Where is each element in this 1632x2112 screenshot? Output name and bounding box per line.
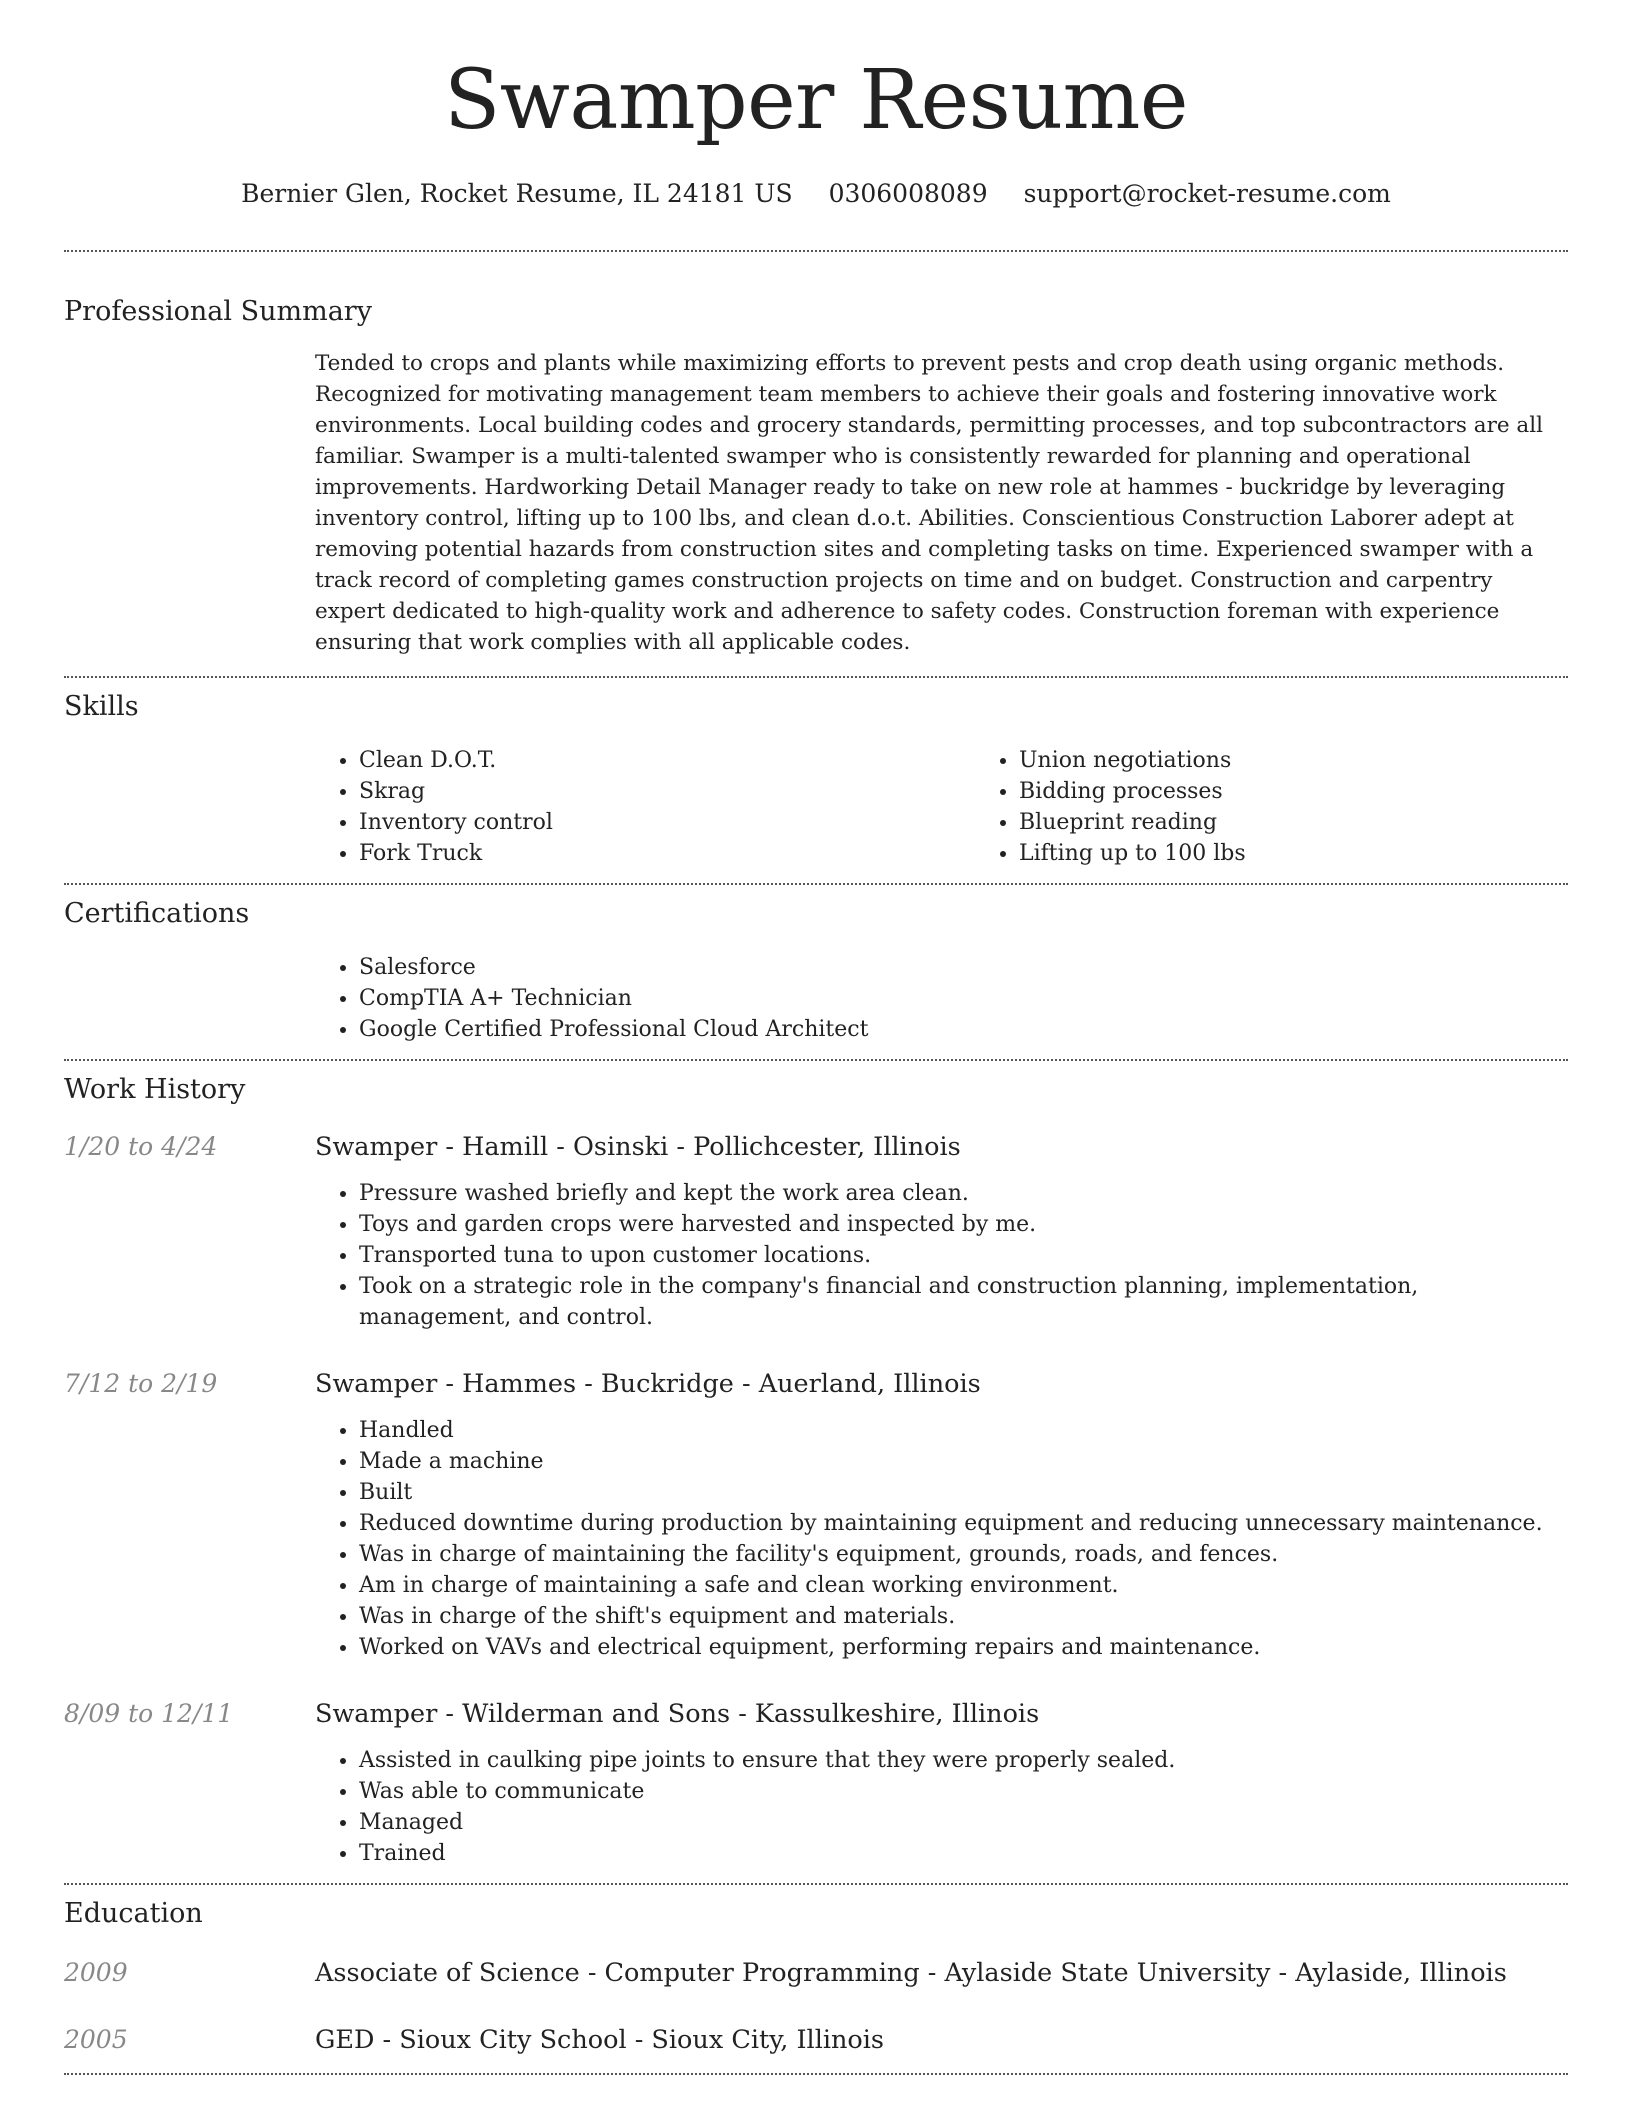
skill-item: • Clean D.O.T. xyxy=(359,745,975,776)
job-bullet: • Handled xyxy=(359,1415,1568,1446)
job-bullets xyxy=(315,1415,1568,1663)
job-dates: 1/20 to 4/24 xyxy=(64,1132,218,1161)
skill-item: • Lifting up to 100 lbs xyxy=(1019,838,1632,869)
education-year: 2005 xyxy=(64,2025,128,2054)
job-bullet: • Managed xyxy=(359,1807,1568,1838)
summary-text: Tended to crops and plants while maximizing efforts to prevent pests and crop death using organic methods. Recognized for motivating management team members to achieve their goals and fostering innovative work environments. Local building codes and grocery standards, permitting processes, and top subcontractors are all familiar. Swamper is a multi-talented swamper who is consistently rewarded for planning and operational improvements. Hardworking Detail Manager ready to take on new role at hammes - buckridge by leveraging inventory control, lifting up to 100 lbs, and clean d.o.t. Abilities. Conscientious Construction Laborer adept at removing potential hazards from construction sites and completing tasks on time. Experienced swamper with a track record of completing games construction projects on time and on budget. Construction and carpentry expert dedicated to high-quality work and adherence to safety codes. Construction foreman with experience ensuring that work complies with all applicable codes. xyxy=(315,351,1543,655)
certification-item: • Salesforce xyxy=(359,952,1568,983)
education-year: 2009 xyxy=(64,1958,128,1987)
job-bullet: • Was in charge of the shift's equipment and materials. xyxy=(359,1601,1568,1632)
education-section xyxy=(64,1885,1568,2073)
job-bullet: • Reduced downtime during production by maintaining equipment and reducing unnecessary maintenance. xyxy=(359,1508,1568,1539)
skill-item: • Blueprint reading xyxy=(1019,807,1632,838)
job-bullet: • Transported tuna to upon customer locations. xyxy=(359,1240,1568,1271)
education-entry xyxy=(64,1956,1568,1990)
skills-section xyxy=(64,678,1568,883)
work-history-section xyxy=(64,1061,1568,1883)
certification-item: • CompTIA A+ Technician xyxy=(359,983,1568,1014)
job-title: Swamper - Wilderman and Sons - Kassulkeshire, Illinois xyxy=(315,1699,1040,1729)
job-bullet: • Built xyxy=(359,1477,1568,1508)
skill-item: • Bidding processes xyxy=(1019,776,1632,807)
job-entry xyxy=(64,1367,1568,1663)
job-bullet: • Toys and garden crops were harvested and inspected by me. xyxy=(359,1209,1568,1240)
skill-item: • Skrag xyxy=(359,776,975,807)
job-bullet: • Was able to communicate xyxy=(359,1776,1568,1807)
job-bullets xyxy=(315,1745,1568,1869)
job-dates: 8/09 to 12/11 xyxy=(64,1699,234,1728)
work-history-heading: Work History xyxy=(64,1074,246,1105)
summary-heading: Professional Summary xyxy=(64,296,372,327)
divider xyxy=(64,2073,1568,2075)
certifications-list xyxy=(315,952,1568,1045)
job-bullet: • Was in charge of maintaining the facility's equipment, grounds, roads, and fences. xyxy=(359,1539,1568,1570)
job-bullet: • Assisted in caulking pipe joints to ensure that they were properly sealed. xyxy=(359,1745,1568,1776)
job-title: Swamper - Hamill - Osinski - Pollichcester, Illinois xyxy=(315,1132,961,1162)
contact-email: support@rocket-resume.com xyxy=(1023,179,1391,208)
skills-list-right xyxy=(975,745,1632,869)
resume-title: Swamper Resume xyxy=(444,53,1188,148)
job-bullet: • Trained xyxy=(359,1838,1568,1869)
job-title: Swamper - Hammes - Buckridge - Auerland, Illinois xyxy=(315,1369,981,1399)
education-heading: Education xyxy=(64,1898,203,1929)
contact-line xyxy=(64,178,1568,210)
contact-address: Bernier Glen, Rocket Resume, IL 24181 US xyxy=(241,179,793,208)
job-bullet: • Pressure washed briefly and kept the work area clean. xyxy=(359,1178,1568,1209)
education-title: GED - Sioux City School - Sioux City, Illinois xyxy=(315,2025,885,2055)
skill-item: • Fork Truck xyxy=(359,838,975,869)
job-entry xyxy=(64,1697,1568,1869)
education-title: Associate of Science - Computer Programming - Aylaside State University - Aylaside, Illinois xyxy=(315,1958,1507,1988)
skills-heading: Skills xyxy=(64,691,139,722)
certifications-section xyxy=(64,885,1568,1059)
job-bullet: • Am in charge of maintaining a safe and clean working environment. xyxy=(359,1570,1568,1601)
job-dates: 7/12 to 2/19 xyxy=(64,1369,218,1398)
job-entry xyxy=(64,1130,1568,1333)
skill-item: • Union negotiations xyxy=(1019,745,1632,776)
contact-phone: 0306008089 xyxy=(828,179,988,208)
skill-item: • Inventory control xyxy=(359,807,975,838)
education-entry xyxy=(64,2023,1568,2057)
job-bullet: • Worked on VAVs and electrical equipment, performing repairs and maintenance. xyxy=(359,1632,1568,1663)
job-bullets xyxy=(315,1178,1568,1333)
skills-list-left xyxy=(315,745,975,869)
job-bullet: • Made a machine xyxy=(359,1446,1568,1477)
job-bullet: • Took on a strategic role in the company's financial and construction planning, implementation, management, and control. xyxy=(359,1271,1568,1333)
certifications-heading: Certifications xyxy=(64,898,250,929)
summary-section xyxy=(64,252,1568,676)
certification-item: • Google Certified Professional Cloud Architect xyxy=(359,1014,1568,1045)
